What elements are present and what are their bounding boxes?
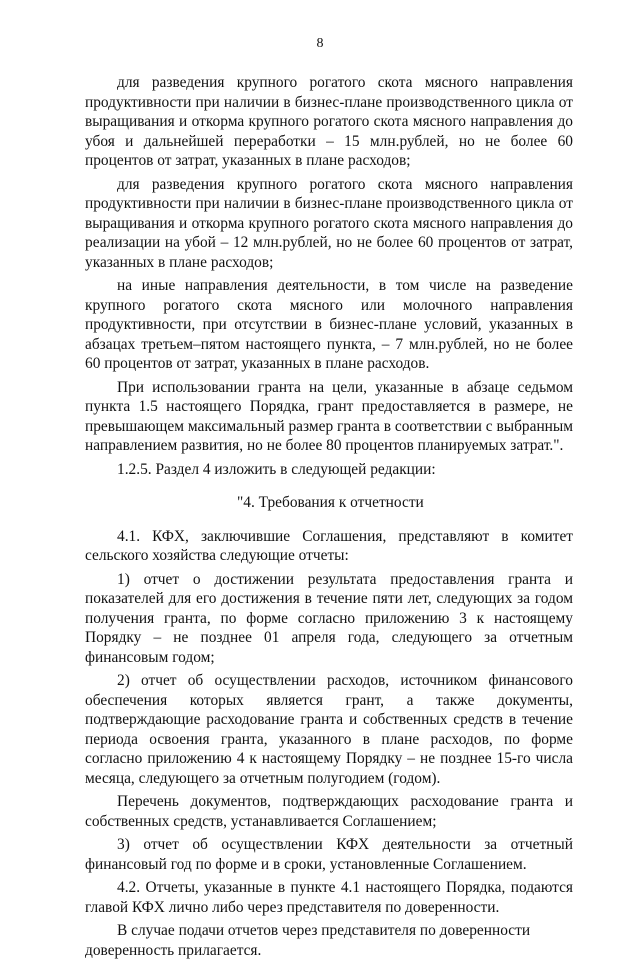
- paragraph-documents-list: Перечень документов, подтверждающих расходование гранта и собственных средств, устанавливается Соглашением;: [85, 793, 573, 830]
- page-number: 8: [316, 36, 324, 51]
- paragraph-report-3: 3) отчет об осуществлении КФХ деятельности за отчетный финансовый год по форме и в сроки, установленные Соглашением.: [85, 836, 573, 873]
- document-body: [85, 73, 573, 964]
- paragraph-power-of-attorney: В случае подачи отчетов через представителя по доверенности доверенность прилагается.: [85, 922, 531, 959]
- paragraph-report-2: 2) отчет об осуществлении расходов, источником финансового обеспечения которых является грант, а также документы, подтверждающие расходование гранта и собственных средств в течение периода освоения гранта, указанного в плане расходов, по форме согласно приложению 4 к настоящему Порядку – не позднее 15-го числа месяца, следующего за отчетным полугодием (годом).: [85, 672, 573, 787]
- paragraph-beef-cattle-slaughter-sale: для разведения крупного рогатого скота мясного направления продуктивности при наличии в бизнес-плане производственного цикла от выращивания и откорма крупного рогатого скота мясного направления до реализации на убой – 12 млн.рублей, но не более 60 процентов от затрат, указанных в плане расходов;: [85, 175, 573, 271]
- paragraph-grant-use: При использовании гранта на цели, указанные в абзаце седьмом пункта 1.5 настоящего Порядка, грант предоставляется в размере, не превышающем максимальный размер гранта в соответствии с выбранным направлением развития, но не более 80 процентов планируемых затрат.".: [85, 378, 573, 454]
- paragraph-4-1: 4.1. КФХ, заключившие Соглашения, представляют в комитет сельского хозяйства следующие отчеты:: [85, 527, 573, 564]
- paragraph-report-1: 1) отчет о достижении результата предоставления гранта и показателей для его достижения в течение пяти лет, следующих за годом получения гранта, по форме согласно приложению 3 к настоящему Порядку – не позднее 01 апреля года, следующего за отчетным финансовым годом;: [85, 570, 573, 666]
- section-heading: "4. Требования к отчетности: [237, 494, 424, 511]
- paragraph-4-2: 4.2. Отчеты, указанные в пункте 4.1 настоящего Порядка, подаются главой КФХ лично либо через представителя по доверенности.: [85, 879, 573, 916]
- paragraph-other-directions: на иные направления деятельности, в том числе на разведение крупного рогатого скота мясного или молочного направления продуктивности, при отсутствии в бизнес-плане условий, указанных в абзацах третьем–пятом настоящего пункта, – 7 млн.рублей, но не более 60 процентов от затрат, указанных в плане расходов.: [85, 277, 573, 372]
- paragraph-amendment-1-2-5: 1.2.5. Раздел 4 изложить в следующей редакции:: [117, 460, 436, 478]
- paragraph-beef-cattle-slaughter-processing: для разведения крупного рогатого скота мясного направления продуктивности при наличии в бизнес-плане производственного цикла от выращивания и откорма крупного рогатого скота мясного направления до убоя и дальнейшей переработки – 15 млн.рублей, но не более 60 процентов от затрат, указанных в плане расходов;: [85, 74, 573, 169]
